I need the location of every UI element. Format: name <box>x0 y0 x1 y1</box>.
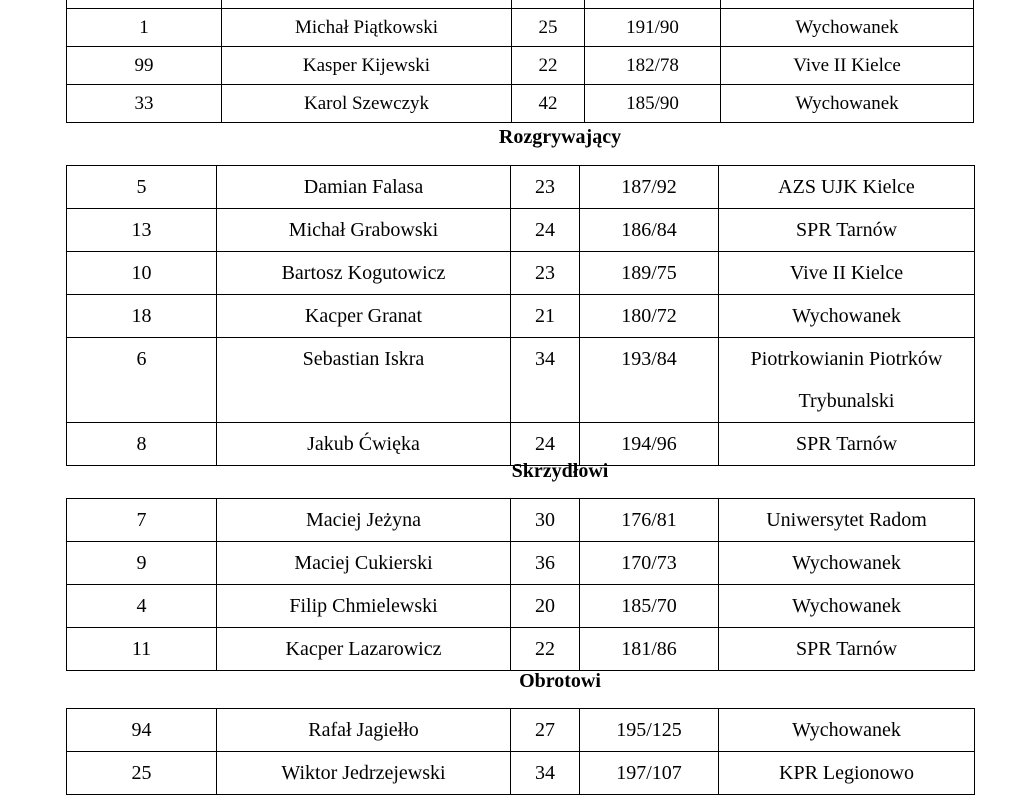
player-club: KPR Legionowo <box>719 752 975 795</box>
player-name: Michał Grabowski <box>217 209 511 252</box>
player-club: SPR Tarnów <box>719 423 975 466</box>
player-name: Sebastian Iskra <box>217 338 511 423</box>
section-heading-wingers: Skrzydłowi <box>511 460 609 482</box>
player-number: 10 <box>67 252 217 295</box>
player-club: SPR Tarnów <box>719 628 975 671</box>
player-age: 34 <box>511 338 580 423</box>
table-row <box>67 209 975 252</box>
player-height-weight: 180/72 <box>580 295 719 338</box>
cell-empty <box>721 0 974 9</box>
player-height-weight: 182/78 <box>585 47 721 85</box>
table-row <box>67 709 975 752</box>
player-name: Bartosz Kogutowicz <box>217 252 511 295</box>
player-age: 30 <box>511 499 580 542</box>
player-number: 6 <box>67 338 217 423</box>
player-name: Michał Piątkowski <box>222 9 512 47</box>
player-name: Rafał Jagiełło <box>217 709 511 752</box>
player-height-weight: 195/125 <box>580 709 719 752</box>
player-name: Filip Chmielewski <box>217 585 511 628</box>
player-name: Maciej Jeżyna <box>217 499 511 542</box>
goalkeepers-table <box>66 0 974 123</box>
player-club: Wychowanek <box>721 85 974 123</box>
player-number: 18 <box>67 295 217 338</box>
player-club <box>719 338 975 423</box>
playmakers-table <box>66 165 975 466</box>
player-club: Uniwersytet Radom <box>719 499 975 542</box>
wingers-table <box>66 498 975 671</box>
player-height-weight: 191/90 <box>585 9 721 47</box>
cell-empty <box>512 0 585 9</box>
player-club: Wychowanek <box>719 585 975 628</box>
table-row <box>67 85 974 123</box>
player-name: Maciej Cukierski <box>217 542 511 585</box>
player-number: 25 <box>67 752 217 795</box>
player-age: 23 <box>511 166 580 209</box>
player-height-weight: 176/81 <box>580 499 719 542</box>
player-height-weight: 193/84 <box>580 338 719 423</box>
table-row <box>67 628 975 671</box>
player-height-weight: 181/86 <box>580 628 719 671</box>
player-age: 21 <box>511 295 580 338</box>
player-age: 25 <box>512 9 585 47</box>
player-club: Wychowanek <box>719 542 975 585</box>
table-row <box>67 252 975 295</box>
player-number: 9 <box>67 542 217 585</box>
cell-empty <box>222 0 512 9</box>
player-number: 1 <box>67 9 222 47</box>
player-club-line: Piotrkowianin Piotrków <box>750 348 943 370</box>
player-number: 13 <box>67 209 217 252</box>
player-age: 42 <box>512 85 585 123</box>
player-name: Damian Falasa <box>217 166 511 209</box>
player-number: 7 <box>67 499 217 542</box>
player-name: Karol Szewczyk <box>222 85 512 123</box>
player-name: Wiktor Jedrzejewski <box>217 752 511 795</box>
table-row <box>67 9 974 47</box>
section-heading-playmakers: Rozgrywający <box>498 126 622 148</box>
player-number: 8 <box>67 423 217 466</box>
player-number: 99 <box>67 47 222 85</box>
section-heading-pivots: Obrotowi <box>519 670 601 692</box>
player-number: 5 <box>67 166 217 209</box>
player-club: Vive II Kielce <box>719 252 975 295</box>
player-age: 24 <box>511 209 580 252</box>
player-number: 11 <box>67 628 217 671</box>
player-age: 22 <box>512 47 585 85</box>
player-number: 94 <box>67 709 217 752</box>
table-row <box>67 295 975 338</box>
table-row <box>67 338 975 423</box>
player-club: Vive II Kielce <box>721 47 974 85</box>
player-name: Kasper Kijewski <box>222 47 512 85</box>
cell-empty <box>67 0 222 9</box>
player-number: 4 <box>67 585 217 628</box>
player-height-weight: 194/96 <box>580 423 719 466</box>
player-number: 33 <box>67 85 222 123</box>
player-club: AZS UJK Kielce <box>719 166 975 209</box>
table-row <box>67 585 975 628</box>
table-row <box>67 166 975 209</box>
table-row <box>67 499 975 542</box>
pivots-table <box>66 708 975 795</box>
player-height-weight: 187/92 <box>580 166 719 209</box>
player-age: 24 <box>511 423 580 466</box>
player-age: 34 <box>511 752 580 795</box>
player-height-weight: 170/73 <box>580 542 719 585</box>
player-club-line: Trybunalski <box>798 390 895 412</box>
player-height-weight: 185/90 <box>585 85 721 123</box>
player-club: SPR Tarnów <box>719 209 975 252</box>
table-row <box>67 0 974 9</box>
table-row <box>67 47 974 85</box>
player-height-weight: 189/75 <box>580 252 719 295</box>
player-age: 27 <box>511 709 580 752</box>
player-club: Wychowanek <box>721 9 974 47</box>
player-name: Kacper Lazarowicz <box>217 628 511 671</box>
player-height-weight: 186/84 <box>580 209 719 252</box>
player-age: 22 <box>511 628 580 671</box>
player-age: 20 <box>511 585 580 628</box>
player-height-weight: 197/107 <box>580 752 719 795</box>
player-club: Wychowanek <box>719 295 975 338</box>
player-name: Kacper Granat <box>217 295 511 338</box>
player-age: 36 <box>511 542 580 585</box>
table-row <box>67 542 975 585</box>
player-age: 23 <box>511 252 580 295</box>
player-name: Jakub Ćwięka <box>217 423 511 466</box>
table-row <box>67 752 975 795</box>
player-height-weight: 185/70 <box>580 585 719 628</box>
cell-empty <box>585 0 721 9</box>
player-club: Wychowanek <box>719 709 975 752</box>
